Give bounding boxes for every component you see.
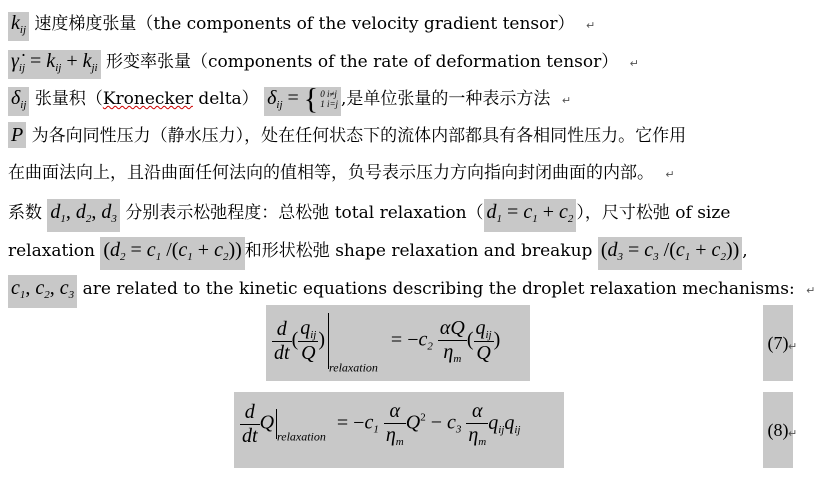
d3-equation: ($d_3 = c_3$ $/(c_1 + c_2)$) — [598, 237, 742, 270]
equation-number-7: (7) — [763, 305, 793, 381]
kronecker-delta-definition: $\delta_{ij}$ = { 0 i≠j 1 i=j — [264, 87, 341, 116]
delta-description-post: delta） — [192, 89, 259, 109]
delta-symbol: $\delta_{ij}$ — [8, 87, 29, 116]
relaxation-word: relaxation — [8, 241, 95, 261]
comma: , — [742, 241, 748, 261]
coefficients-line-1 — [8, 199, 730, 232]
delta-definition-line — [8, 82, 572, 116]
alpha-q-over-eta-fraction: $\frac{\alpha Q}{\eta_m}$ — [439, 317, 465, 365]
d-dt-fraction: $\frac{d}{dt}$ — [274, 317, 290, 364]
d2-equation: ($d_2 = c_1$ $/(c_1 + c_2)$) — [100, 237, 244, 270]
paragraph-mark: ↵ — [665, 168, 675, 181]
paragraph-mark: ↵ — [585, 19, 596, 32]
gamma-definition-line — [8, 50, 639, 79]
d-coefficients: $d_1$, $d_2$, $d_3$ — [47, 199, 120, 232]
kij-definition-line — [8, 12, 595, 41]
delta-description-pre: 张量积（ — [34, 89, 103, 109]
delta-tail: ,是单位张量的一种表示方法 — [341, 89, 551, 109]
pressure-text-1: 为各向同性压力（静水压力），处在任何状态下的流体内部都具有各相同性压力。它作用 — [31, 126, 687, 146]
gamma-description: 形变率张量（components of the rate of deformation tensor） — [106, 52, 619, 72]
equation-8: $\frac{d}{dt}$ $Q_{relaxation} = -c_1$ $\frac{\alpha}{\eta_m}$ $Q^2 - c_3$ $\frac{\alpha}{\eta_m}$ $q_{ij}q_{ij}$ — [234, 392, 564, 468]
kij-description: 速度梯度张量（the components of the velocity gradient tensor） — [34, 14, 575, 34]
equation-7: $\frac{d}{dt}$ ( $\frac{q_{ij}}{Q}$ )$_{relaxation} = -c_2$ $\frac{\alpha Q}{\eta_m}$ ( $\frac{q_{ij}}{Q}$ ) — [266, 305, 530, 381]
coefficients-suffix: ），尺寸松弛 of size — [576, 203, 731, 223]
p-symbol: P — [8, 122, 26, 148]
pressure-line-2 — [8, 160, 675, 188]
kronecker-word: Kronecker — [102, 89, 193, 109]
equation-number-8: (8) — [763, 392, 793, 468]
c-coefficients-line — [8, 275, 815, 308]
relaxation-subscript-8: relaxation — [277, 429, 326, 444]
paragraph-mark: ↵ — [629, 57, 639, 70]
c-coefficients: $c_1$, $c_2$, $c_3$ — [8, 275, 77, 308]
paragraph-mark: ↵ — [561, 94, 572, 107]
coefficients-prefix: 系数 — [8, 203, 42, 223]
shape-relaxation-text: 和形状松弛 shape relaxation and breakup — [244, 241, 593, 261]
pressure-line-1 — [8, 122, 686, 149]
paragraph-mark: ↵ — [788, 427, 798, 440]
gamma-equation: $\gammȧ_{ij} = k_{ij} + k_{ji}$ — [8, 50, 101, 79]
paragraph-mark: ↵ — [788, 340, 798, 353]
relaxation-subscript-7: relaxation — [329, 360, 378, 375]
coefficients-text: 分别表示松弛程度：总松弛 total relaxation（ — [125, 203, 484, 223]
qij-over-q-fraction: $\frac{q_{ij}}{Q}$ — [300, 317, 317, 364]
kinetic-equations-text: are related to the kinetic equations describing the droplet relaxation mechanisms: — [82, 279, 795, 299]
kij-symbol: $k_{ij}$ — [8, 12, 29, 41]
coefficients-line-2 — [8, 237, 748, 270]
pressure-text-2: 在曲面法向上，且沿曲面任何法向的值相等，负号表示压力方向指向封闭曲面的内部。 — [8, 163, 654, 183]
d1-equation: $d_1 = c_1 + c_2$ — [484, 199, 577, 232]
paragraph-mark: ↵ — [806, 284, 815, 297]
